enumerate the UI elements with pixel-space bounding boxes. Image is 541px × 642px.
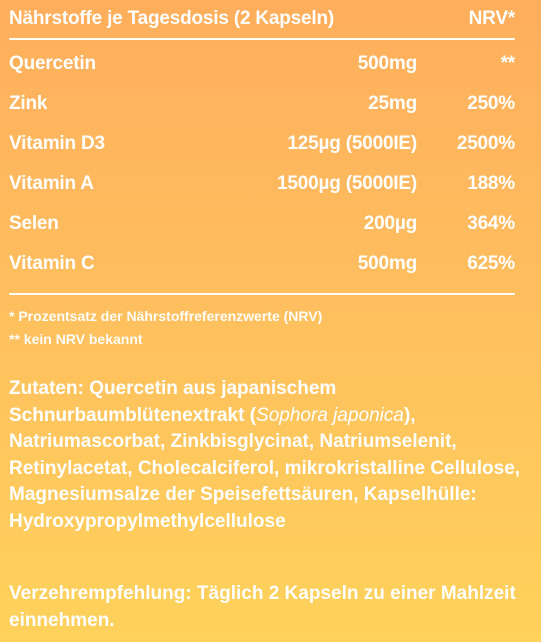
nutrient-name: Selen — [9, 213, 59, 234]
ingredients-latin-name: Sophora japonica — [256, 404, 404, 426]
nutrient-name: Zink — [9, 93, 48, 114]
nutrient-name: Quercetin — [9, 53, 96, 74]
nutrient-nrv: 2500% — [456, 133, 515, 154]
table-header-title: Nährstoffe je Tagesdosis (2 Kapseln) — [9, 8, 335, 29]
nutrition-table-header — [9, 0, 515, 38]
nutrient-nrv: 188% — [467, 173, 515, 194]
ingredients-text — [9, 376, 529, 535]
nutrient-amount: 25mg — [368, 93, 417, 114]
nutrient-name: Vitamin D3 — [9, 133, 105, 154]
nutrition-panel — [9, 0, 515, 351]
nutrient-amount: 500mg — [357, 253, 417, 274]
nutrient-nrv: 250% — [467, 93, 515, 114]
nutrient-nrv: 625% — [467, 253, 515, 274]
consumption-recommendation: Verzehrempfehlung: Täglich 2 Kapseln zu einer Mahlzeit einnehmen. — [9, 583, 516, 631]
ingredients-part-1: Zutaten: Quercetin aus japanischem Schnurbaumblütenextrakt ( — [9, 378, 337, 426]
table-row — [9, 204, 515, 244]
nutrient-amount: 200µg — [363, 213, 417, 234]
footnote-unknown-nrv: ** kein NRV bekannt — [9, 331, 143, 347]
nutrient-name: Vitamin A — [9, 173, 94, 194]
table-divider-bottom — [9, 293, 515, 295]
nutrient-nrv: 364% — [467, 213, 515, 234]
nutrient-name: Vitamin C — [9, 253, 95, 274]
nutrient-amount: 125µg (5000IE) — [287, 133, 417, 154]
table-row — [9, 124, 515, 164]
footnote-nrv: * Prozentsatz der Nährstoffreferenzwerte (NRV) — [9, 308, 323, 324]
table-header-nrv: NRV* — [468, 8, 515, 29]
table-divider-top — [9, 38, 515, 40]
nutrient-nrv: ** — [500, 53, 515, 74]
footnotes — [9, 305, 515, 351]
nutrient-amount: 1500µg (5000IE) — [277, 173, 417, 194]
ingredients-part-2: ), Natriumascorbat, Zinkbisglycinat, Natriumselenit, Retinylacetat, Cholecalciferol, mikrokristalline Cellulose, Magnesiumsalze der Speisefettsäuren, Kapselhülle: Hydroxypropylmethylcellulose — [9, 404, 521, 532]
nutrient-amount: 500mg — [357, 53, 417, 74]
table-row — [9, 84, 515, 124]
table-row — [9, 44, 515, 84]
table-row — [9, 164, 515, 204]
table-row — [9, 244, 515, 284]
